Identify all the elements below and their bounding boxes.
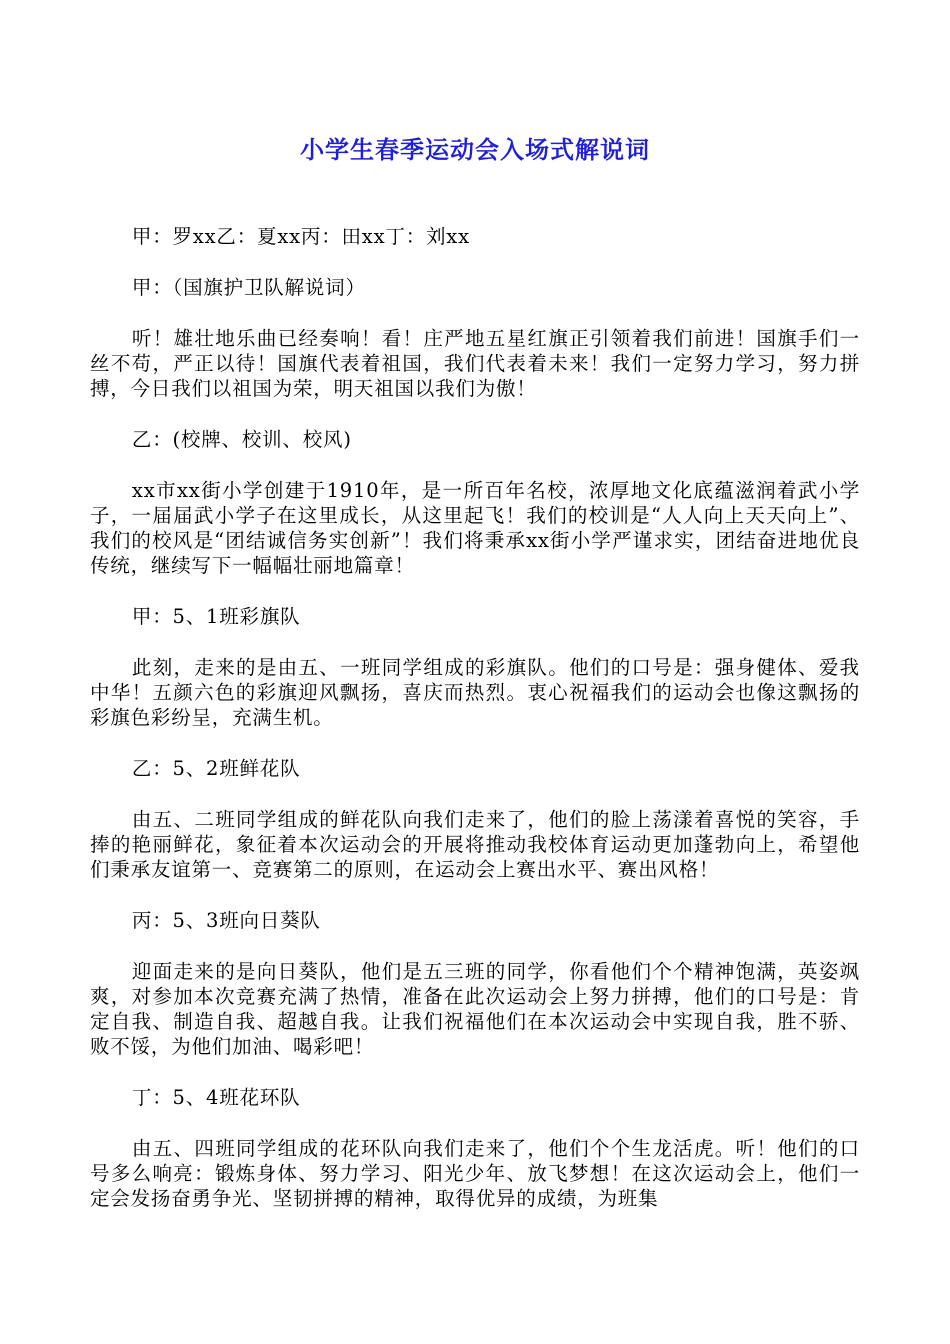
section-heading: 甲：（国旗护卫队解说词） [131,276,366,299]
paragraph: xx市xx街小学创建于1910年，是一所百年名校，浓厚地文化底蕴滋润着武小学子，一届届武小学子在这里成长，从这里起飞！我们的校训是“人人向上天天向上”、我们的校风是“团结诚信务实创新”！我们将秉承xx街小学严谨求实，团结奋进地优良传统，继续写下一幅幅壮丽地篇章！ [90,479,860,577]
section-heading: 丁：5、4班花环队 [131,1086,301,1109]
paragraph: 迎面走来的是向日葵队，他们是五三班的同学，你看他们个个精神饱满，英姿飒爽，对参加本次竞赛充满了热情，准备在此次运动会上努力拼搏，他们的口号是：肯定自我、制造自我、超越自我。让我们祝福他们在本次运动会中实现自我，胜不骄、败不馁，为他们加油、喝彩吧！ [90,960,860,1058]
section-heading: 乙：(校牌、校训、校风) [131,428,352,451]
paragraph: 由五、四班同学组成的花环队向我们走来了，他们个个生龙活虎。听！他们的口号多么响亮：锻炼身体、努力学习、阳光少年、放飞梦想！在这次运动会上，他们一定会发扬奋勇争光、坚韧拼搏的精神，取得优异的成绩，为班集 [90,1137,860,1210]
speaker-line: 甲：罗xx乙：夏xx丙：田xx丁：刘xx [131,225,470,248]
paragraph: 此刻，走来的是由五、一班同学组成的彩旗队。他们的口号是：强身健体、爱我中华！五颜六色的彩旗迎风飘扬，喜庆而热烈。衷心祝福我们的运动会也像这飘扬的彩旗色彩纷呈，充满生机。 [90,656,860,729]
document-title: 小学生春季运动会入场式解说词 [300,136,650,164]
paragraph: 由五、二班同学组成的鲜花队向我们走来了，他们的脸上荡漾着喜悦的笑容，手捧的艳丽鲜花，象征着本次运动会的开展将推动我校体育运动更加蓬勃向上，希望他们秉承友谊第一、竞赛第二的原则，在运动会上赛出水平、赛出风格！ [90,808,860,881]
section-heading: 丙：5、3班向日葵队 [131,909,321,932]
paragraph: 听！雄壮地乐曲已经奏响！看！庄严地五星红旗正引领着我们前进！国旗手们一丝不苟，严正以待！国旗代表着祖国，我们代表着未来！我们一定努力学习，努力拼搏，今日我们以祖国为荣，明天祖国以我们为傲！ [90,327,860,400]
section-heading: 甲：5、1班彩旗队 [131,605,301,628]
section-heading: 乙：5、2班鲜花队 [131,757,301,780]
